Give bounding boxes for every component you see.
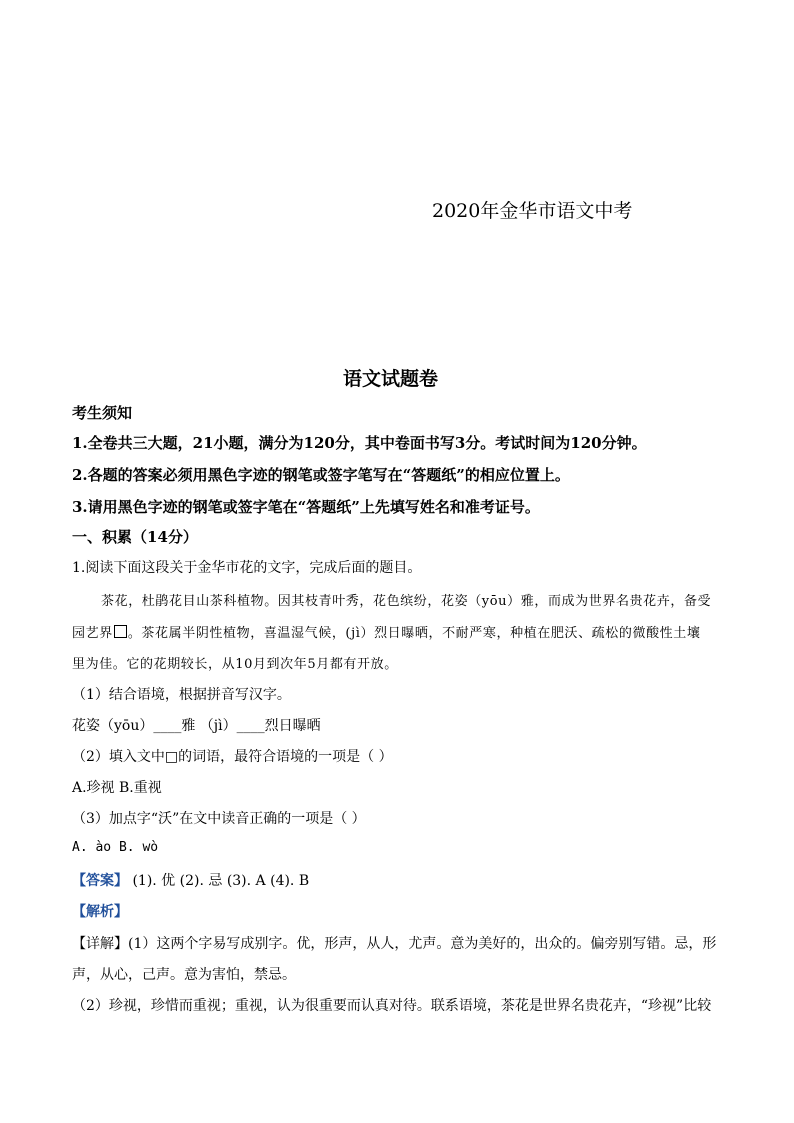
passage-line-3: 里为佳。它的花期较长，从10月到次年5月都有开放。 — [72, 657, 398, 672]
sub-question-3: （3）加点字“沃”在文中读音正确的一项是（ ） — [72, 811, 366, 827]
notice-label: 考生须知 — [72, 404, 133, 422]
notice-item-3: 3.请用黑色字迹的钢笔或签字笔在“答题纸”上先填写姓名和准考证号。 — [72, 498, 540, 516]
section-heading: 一、积累（14分） — [72, 528, 198, 546]
notice-item-1: 1.全卷共三大题，21小题，满分为120分，其中卷面书写3分。考试时间为120分钟。 — [72, 434, 647, 452]
blank-box-icon — [114, 625, 127, 638]
sub-question-2-options: A.珍视 B.重视 — [72, 780, 162, 796]
sub-question-1: （1）结合语境，根据拼音写汉字。 — [72, 687, 291, 703]
notice-item-2: 2.各题的答案必须用黑色字迹的钢笔或签字笔写在“答题纸”的相应位置上。 — [72, 466, 570, 484]
answer-text: (1). 优 (2). 忌 (3). A (4). B — [128, 873, 310, 889]
sub-question-2: （2）填入文中□的词语，最符合语境的一项是（ ） — [72, 749, 393, 765]
question-1-prompt: 1.阅读下面这段关于金华市花的文字，完成后面的题目。 — [72, 560, 422, 576]
passage-line-2 — [72, 622, 700, 641]
answer-tag: 【答案】 — [72, 873, 128, 889]
paper-subtitle: 语文试题卷 — [343, 368, 439, 390]
detail-line-2: 声，从心，己声。意为害怕，禁忌。 — [72, 967, 296, 983]
passage-line-2-end: 。茶花属半阴性植物，喜温湿气候，(jì）烈日曝晒，不耐严寒，种植在肥沃、疏松的微酸性土壤 — [127, 626, 701, 641]
exam-title: 2020年金华市语文中考 — [432, 200, 633, 222]
passage-line-1: 茶花，杜鹃花目山茶科植物。因其枝青叶秀，花色缤纷，花姿（yōu）雅，而成为世界名贵花卉，备受 — [101, 594, 712, 609]
analysis-tag: 【解析】 — [72, 904, 128, 920]
sub-question-1-blanks: 花姿（yōu）____雅 （jì）____烈日曝晒 — [72, 718, 321, 734]
answer-row — [72, 870, 309, 890]
passage-line-2-start: 园艺界 — [72, 626, 113, 641]
detail-line-1: 【详解】(1）这两个字易写成别字。优，形声，从人，尤声。意为美好的，出众的。偏旁别写错。忌，形 — [72, 936, 717, 952]
detail-line-3: （2）珍视，珍惜而重视；重视，认为很重要而认真对待。联系语境，茶花是世界名贵花卉，“珍视”比较 — [72, 998, 712, 1014]
sub-question-3-options: A. ào B. wò — [72, 840, 159, 855]
